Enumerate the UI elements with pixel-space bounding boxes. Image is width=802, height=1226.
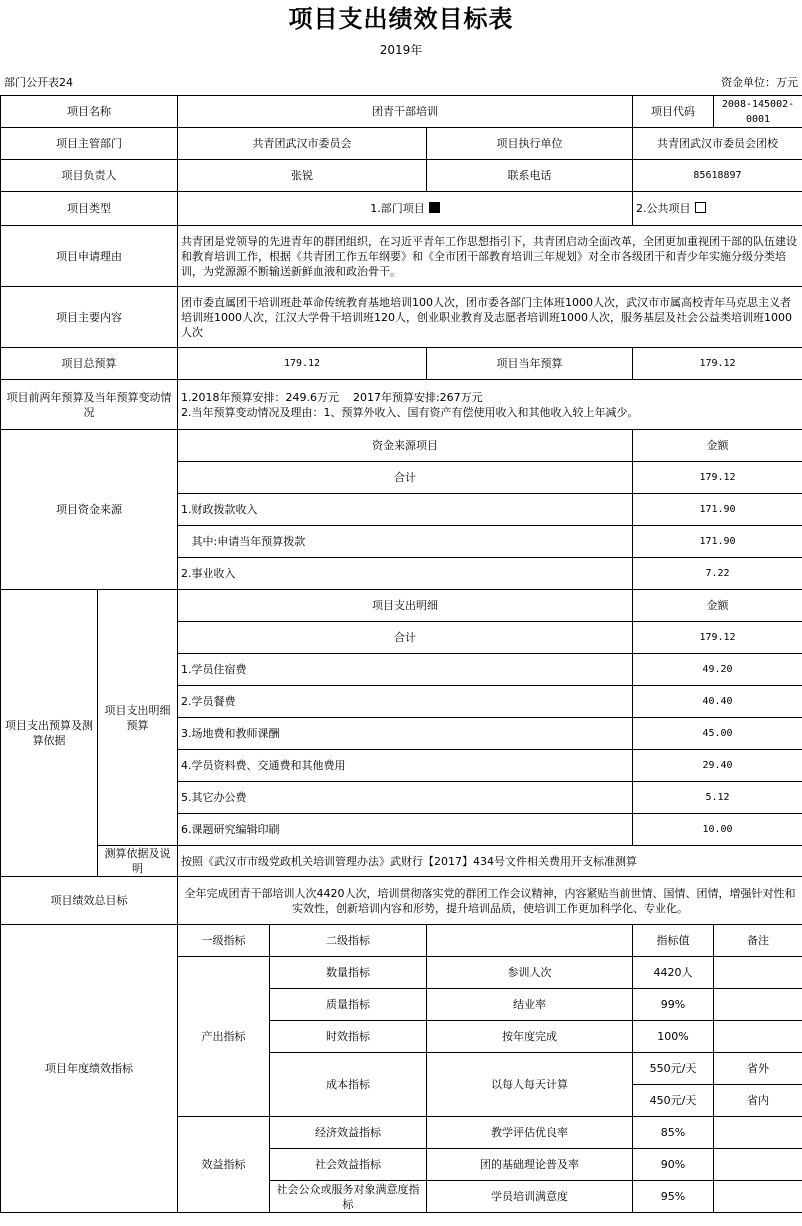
- content-text: 团市委直属团干培训班赴革命传统教育基地培训100人次，团市委各部门主体班1000人次，武汉市市属高校青年马克思主义者培训班1000人次，江汉大学骨干培训班120人，创业职业教育及志愿者培训班1000人次，服务基层及社会公益类培训班1000人次: [178, 287, 802, 348]
- col-header: 金额: [633, 430, 802, 462]
- indicator-note: 省内: [714, 1085, 802, 1117]
- table-row: [1, 846, 802, 877]
- goal-text: 全年完成团青干部培训人次4420人次，培训贯彻落实党的群团工作会议精神，内容紧贴当前世情、国情、团情，增强针对性和实效性，创新培训内容和形势，提升培训品质，使培训工作更加科学化、专业化。: [178, 877, 802, 925]
- unchecked-box-icon: [695, 202, 706, 213]
- project-name: 团青干部培训: [178, 96, 633, 128]
- indicator-value: 100%: [633, 1021, 714, 1053]
- level2-label: 社会效益指标: [270, 1149, 427, 1181]
- cell-label: 项目主管部门: [1, 128, 178, 160]
- indicator-note: [714, 957, 802, 989]
- table-row: [1, 925, 802, 957]
- level2-label: 社会公众或服务对象满意度指标: [270, 1181, 427, 1213]
- level2-label: 质量指标: [270, 989, 427, 1021]
- funding-item: 其中:申请当年预算拨款: [178, 526, 633, 558]
- table-row: [1, 430, 802, 462]
- change-text: [178, 380, 802, 430]
- level2-label: 成本指标: [270, 1053, 427, 1117]
- type-option-2-label: 2.公共项目: [636, 202, 691, 215]
- reason-text: 共青团是党领导的先进青年的群团组织，在习近平青年工作思想指引下，共青团启动全面改革，全团更加重视团干部的队伍建设和教育培训工作，根据《共青团工作五年纲要》和《全市团干部教育培训三年规划》对全市各级团干和青少年实施分级分类培训，为党源源不断输送新鲜血液和政治骨干。: [178, 226, 802, 287]
- cell-label: 项目支出预算及测算依据: [1, 590, 98, 877]
- cell-label: 项目前两年预算及当年预算变动情况: [1, 380, 178, 430]
- level3-label: 结业率: [427, 989, 633, 1021]
- level3-label: 学员培训满意度: [427, 1181, 633, 1213]
- level3-label: 参训人次: [427, 957, 633, 989]
- funding-amount: 179.12: [633, 462, 802, 494]
- cell-label: 项目类型: [1, 192, 178, 226]
- indicator-note: [714, 1021, 802, 1053]
- indicator-value: 4420人: [633, 957, 714, 989]
- cell-label: 项目总预算: [1, 348, 178, 380]
- table-row: [1, 590, 802, 622]
- table-row: [1, 226, 802, 287]
- page-title: 项目支出绩效目标表: [288, 5, 514, 33]
- expense-item: 合计: [178, 622, 633, 654]
- owner-value: 张锐: [178, 160, 427, 192]
- expense-item: 3.场地费和教师课酬: [178, 718, 633, 750]
- level2-label: 时效指标: [270, 1021, 427, 1053]
- type-option-2: [633, 192, 802, 226]
- table-row: [1, 128, 802, 160]
- checked-box-icon: [429, 202, 440, 213]
- cell-label: 项目绩效总目标: [1, 877, 178, 925]
- table-row: [1, 192, 802, 226]
- indicator-value: 450元/天: [633, 1085, 714, 1117]
- level3-label: 以每人每天计算: [427, 1053, 633, 1117]
- expense-amount: 29.40: [633, 750, 802, 782]
- dept-value: 共青团武汉市委员会: [178, 128, 427, 160]
- level3-label: 按年度完成: [427, 1021, 633, 1053]
- expense-amount: 40.40: [633, 686, 802, 718]
- expense-item: 4.学员资料费、交通费和其他费用: [178, 750, 633, 782]
- funding-item: 2.事业收入: [178, 558, 633, 590]
- expense-item: 5.其它办公费: [178, 782, 633, 814]
- table-row: [1, 877, 802, 925]
- type-option-1-label: 1.部门项目: [370, 202, 425, 215]
- performance-table: [0, 95, 802, 128]
- expense-item: 6.课题研究编辑印刷: [178, 814, 633, 846]
- indicator-value: 550元/天: [633, 1053, 714, 1085]
- table-number: 部门公开表24: [4, 76, 73, 89]
- col-header-blank: [427, 925, 633, 957]
- project-code: 2008-145002-0001: [714, 96, 802, 128]
- year-label: 2019年: [379, 43, 423, 57]
- unit-label: 资金单位：万元: [721, 76, 798, 89]
- exec-value: 共青团武汉市委员会团校: [633, 128, 802, 160]
- table-row: [1, 287, 802, 348]
- col-header: 资金来源项目: [178, 430, 633, 462]
- indicator-value: 90%: [633, 1149, 714, 1181]
- change-line-1: 1.2018年预算安排：249.6万元 2017年预算安排:267万元: [181, 390, 483, 404]
- basis-text: 按照《武汉市市级党政机关培训管理办法》武财行【2017】434号文件相关费用开支标准测算: [178, 846, 802, 877]
- table-row: [1, 96, 802, 128]
- indicator-note: [714, 1181, 802, 1213]
- table-row: [1, 348, 802, 380]
- expense-amount: 49.20: [633, 654, 802, 686]
- expense-item: 1.学员住宿费: [178, 654, 633, 686]
- indicator-value: 85%: [633, 1117, 714, 1149]
- funding-item: 1.财政拨款收入: [178, 494, 633, 526]
- cell-label: 项目申请理由: [1, 226, 178, 287]
- indicator-note: [714, 1149, 802, 1181]
- cell-label: 项目年度绩效指标: [1, 925, 178, 1213]
- expense-amount: 5.12: [633, 782, 802, 814]
- phone-value: 85618897: [633, 160, 802, 192]
- table-row: [1, 160, 802, 192]
- funding-amount: 171.90: [633, 526, 802, 558]
- cell-label: 项目支出明细预算: [98, 590, 178, 846]
- expense-item: 2.学员餐费: [178, 686, 633, 718]
- expense-amount: 10.00: [633, 814, 802, 846]
- cell-label: 测算依据及说明: [98, 846, 178, 877]
- budget-total: 179.12: [178, 348, 427, 380]
- col-header: 备注: [714, 925, 802, 957]
- cell-label: 项目当年预算: [427, 348, 633, 380]
- level3-label: 团的基础理论普及率: [427, 1149, 633, 1181]
- col-header: 金额: [633, 590, 802, 622]
- expense-amount: 179.12: [633, 622, 802, 654]
- level3-label: 教学评估优良率: [427, 1117, 633, 1149]
- cell-label: 项目执行单位: [427, 128, 633, 160]
- col-header: 一级指标: [178, 925, 270, 957]
- level2-label: 经济效益指标: [270, 1117, 427, 1149]
- detail-table: [0, 127, 802, 1213]
- indicator-note: 省外: [714, 1053, 802, 1085]
- col-header: 二级指标: [270, 925, 427, 957]
- meta-row: [0, 72, 802, 94]
- cell-label: 项目名称: [1, 96, 178, 128]
- level1-label: 效益指标: [178, 1117, 270, 1213]
- change-line-2: 2.当年预算变动情况及理由：1、预算外收入、国有资产有偿使用收入和其他收入较上年减少。: [181, 405, 639, 419]
- level1-label: 产出指标: [178, 957, 270, 1117]
- funding-amount: 7.22: [633, 558, 802, 590]
- expense-amount: 45.00: [633, 718, 802, 750]
- funding-amount: 171.90: [633, 494, 802, 526]
- col-header: 项目支出明细: [178, 590, 633, 622]
- cell-label: 联系电话: [427, 160, 633, 192]
- indicator-note: [714, 989, 802, 1021]
- cell-label: 项目负责人: [1, 160, 178, 192]
- indicator-note: [714, 1117, 802, 1149]
- cell-label: 项目资金来源: [1, 430, 178, 590]
- type-option-1: [178, 192, 633, 226]
- funding-item: 合计: [178, 462, 633, 494]
- table-row: [1, 380, 802, 430]
- indicator-value: 99%: [633, 989, 714, 1021]
- budget-year: 179.12: [633, 348, 802, 380]
- level2-label: 数量指标: [270, 957, 427, 989]
- cell-label: 项目主要内容: [1, 287, 178, 348]
- col-header: 指标值: [633, 925, 714, 957]
- cell-label: 项目代码: [633, 96, 714, 128]
- indicator-value: 95%: [633, 1181, 714, 1213]
